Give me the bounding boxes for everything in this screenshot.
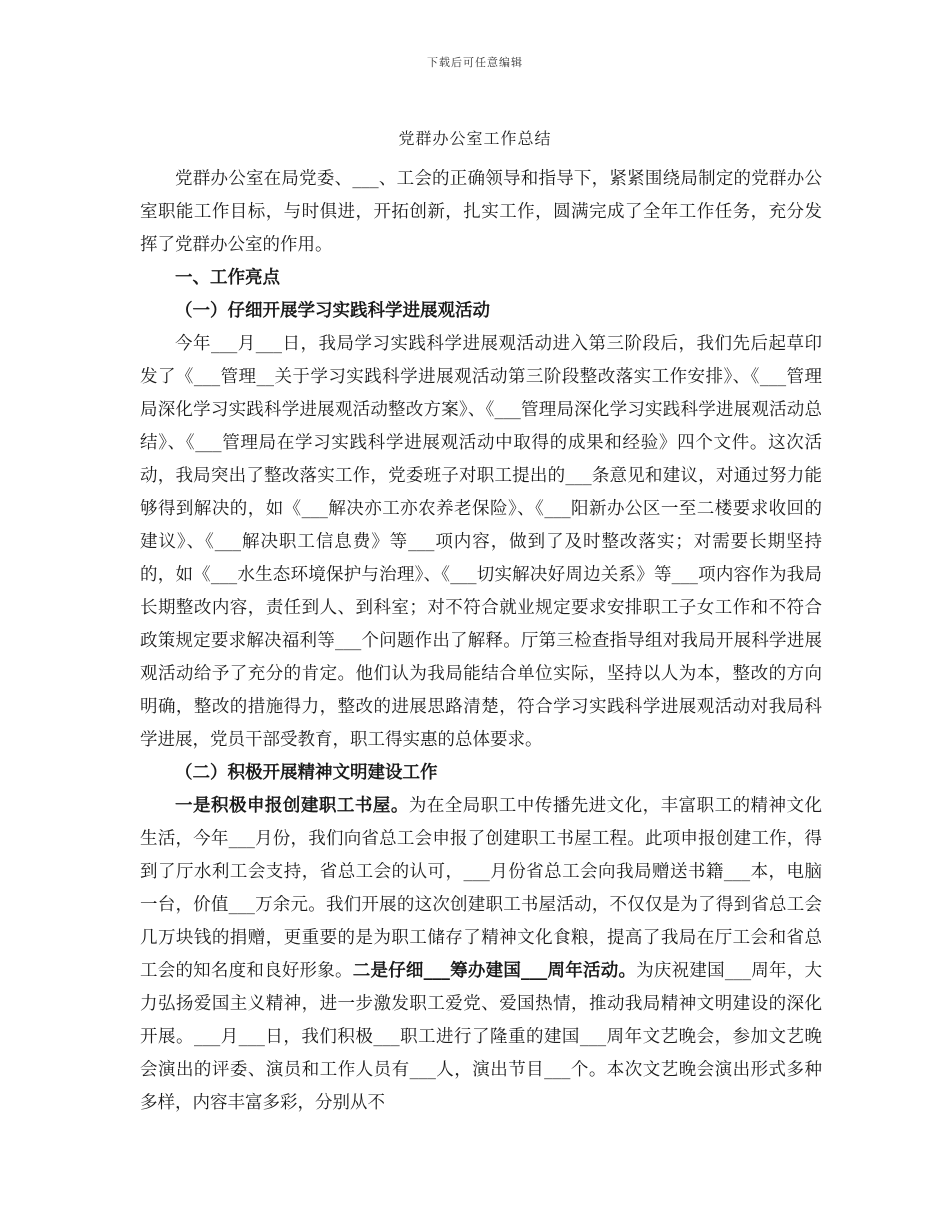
page-header-note: 下载后可任意编辑 (427, 56, 523, 69)
culture-paragraph (140, 790, 822, 1120)
subsection-heading-culture: （二）积极开展精神文明建设工作 (175, 763, 438, 783)
culture-body-2: 为庆祝建国___周年，大力弘扬爱国主义精神，进一步激发职工爱党、爱国热情，推动我局精神文明建设的深化开展。___月___日，我们积极___职工进行了隆重的建国___周年文艺晚会，参加文艺晚会演出的评委、演员和工作人员有___人，演出节目___个。本次文艺晚会演出形式多种多样，内容丰富多彩，分别从不 (140, 961, 822, 1113)
intro-paragraph: 党群办公室在局党委、___、工会的正确领导和指导下，紧紧围绕局制定的党群办公室职能工作目标，与时俱进，开拓创新，扎实工作，圆满完成了全年工作任务，充分发挥了党群办公室的作用。 (140, 169, 822, 255)
document-title: 党群办公室工作总结 (398, 129, 552, 148)
culture-lead-2: 二是仔细___筹办建国___周年活动。 (352, 961, 637, 981)
section-heading-highlights: 一、工作亮点 (175, 268, 280, 288)
subsection-heading-study: （一）仔细开展学习实践科学进展观活动 (175, 301, 490, 321)
document-body (140, 163, 822, 1120)
culture-lead-1: 一是积极申报创建职工书屋。 (175, 796, 409, 816)
study-paragraph: 今年___月___日，我局学习实践科学进展观活动进入第三阶段后，我们先后起草印发了《___管理__关于学习实践科学进展观活动第三阶段整改落实工作安排》、《___管理局深化学习实践科学进展观活动整改方案》、《___管理局深化学习实践科学进展观活动总结》、《___管理局在学习实践科学进展观活动中取得的成果和经验》四个文件。这次活动，我局突出了整改落实工作，党委班子对职工提出的___条意见和建议，对通过努力能够得到解决的，如《___解决亦工亦农养老保险》、《___阳新办公区一至二楼要求收回的建议》、《___解决职工信息费》等___项内容，做到了及时整改落实；对需要长期坚持的，如《___水生态环境保护与治理》、《___切实解决好周边关系》等___项内容作为我局长期整改内容，责任到人、到科室；对不符合就业规定要求安排职工子女工作和不符合政策规定要求解决福利等___个问题作出了解释。厅第三检查指导组对我局开展科学进展观活动给予了充分的肯定。他们认为我局能结合单位实际，坚持以人为本，整改的方向明确，整改的措施得力，整改的进展思路清楚，符合学习实践科学进展观活动对我局科学进展，党员干部受教育，职工得实惠的总体要求。 (140, 334, 822, 750)
culture-body-1: 为在全局职工中传播先进文化，丰富职工的精神文化生活，今年___月份，我们向省总工会申报了创建职工书屋工程。此项申报创建工作，得到了厅水利工会支持，省总工会的认可，___月份省总工会向我局赠送书籍___本，电脑一台，价值___万余元。我们开展的这次创建职工书屋活动，不仅仅是为了得到省总工会几万块钱的捐赠，更重要的是为职工储存了精神文化食粮，提高了我局在厅工会和省总工会的知名度和良好形象。 (140, 796, 823, 981)
